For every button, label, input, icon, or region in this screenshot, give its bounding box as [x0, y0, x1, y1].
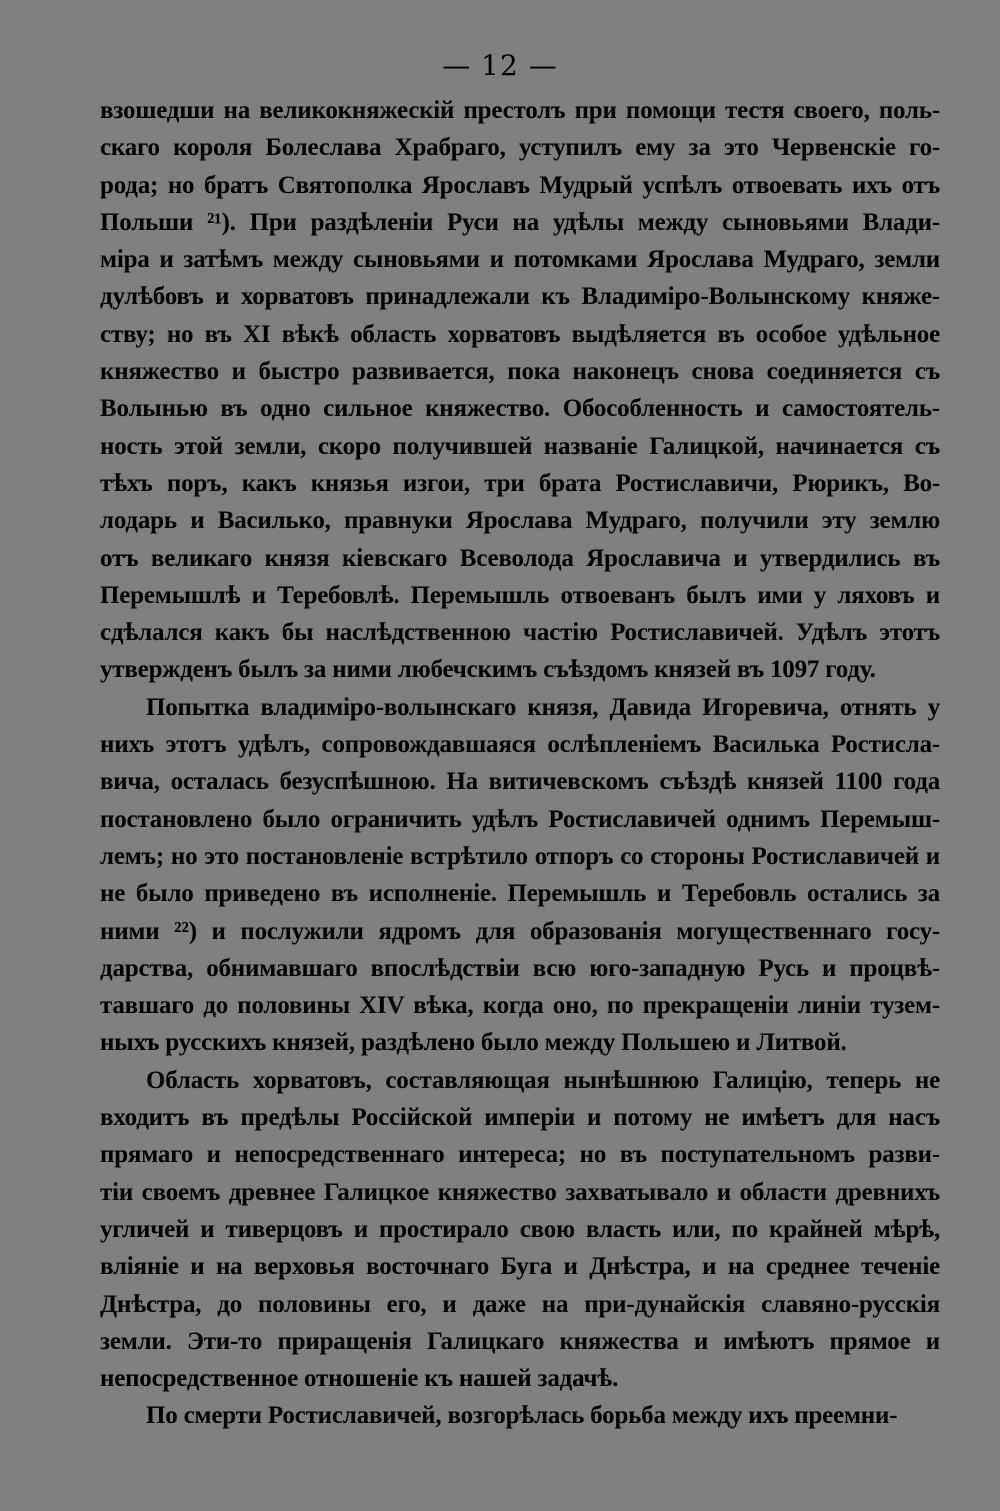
text-line: сдѣлался какъ бы наслѣдственною частію Ростиславичей. Удѣлъ этотъ [100, 619, 940, 647]
text-line: лемъ; но это постановленіе встрѣтило отпоръ со стороны Ростиславичей и [100, 842, 940, 870]
text-line: княжество и быстро развивается, пока наконецъ снова соединяется съ [100, 358, 940, 386]
text-line: постановлено было ограничить удѣлъ Ростиславичей однимъ Перемыш- [100, 805, 940, 833]
text-line: взошедши на великокняжескій престолъ при помощи тестя своего, поль- [100, 97, 940, 124]
text-line: нихъ этотъ удѣлъ, сопровождавшаяся ослѣпленіемъ Василька Ростисла- [100, 731, 940, 759]
text-line: входитъ въ предѣлы Россійской имперіи и потому не имѣетъ для насъ [100, 1104, 940, 1132]
paragraph [100, 92, 940, 689]
text-line: Область хорватовъ, составляющая нынѣшнюю Галицію, теперь не [146, 1066, 940, 1094]
text-line: дулѣбовъ и хорватовъ принадлежали къ Владиміро-Волынскому княже- [100, 283, 940, 311]
paragraph [100, 689, 940, 1062]
text-line: тіи своемъ древнее Галицкое княжество захватывало и области древнихъ [100, 1178, 940, 1206]
text-line: тѣхъ поръ, какъ князья изгои, три брата Ростиславичи, Рюрикъ, Во- [100, 469, 940, 497]
text-line: Польши ²¹). При раздѣленіи Руси на удѣлы между сыновьями Влади- [100, 208, 940, 236]
text-line: ству; но въ XI вѣкѣ область хорватовъ выдѣляется въ особое удѣльное [100, 320, 940, 348]
text-line: тавшаго до половины XIV вѣка, когда оно, по прекращеніи линіи тузем- [100, 992, 940, 1020]
text-line: угличей и тиверцовъ и простирало свою власть или, по крайней мѣрѣ, [100, 1215, 940, 1243]
text-line: дарства, обнимавшаго впослѣдствіи всю юго-западную Русь и процвѣ- [100, 954, 940, 982]
text-line: непосредственное отношеніе къ нашей задачѣ. [100, 1365, 619, 1393]
text-line: міра и затѣмъ между сыновьями и потомками Ярослава Мудраго, земли [100, 246, 940, 274]
text-line: отъ великаго князя кіевскаго Всеволода Ярославича и утвердились въ [100, 544, 940, 572]
text-line: вича, осталась безуспѣшною. На витичевскомъ съѣздѣ князей 1100 года [100, 768, 940, 796]
text-line: скаго короля Болеслава Храбраго, уступилъ ему за это Червенскіе го- [100, 134, 940, 162]
text-line: Волынью въ одно сильное княжество. Обособленность и самостоятель- [100, 395, 940, 423]
text-line: ныхъ русскихъ князей, раздѣлено было между Польшею и Литвой. [100, 1029, 847, 1057]
text-line: прямаго и непосредственнаго интереса; но въ поступательномъ разви- [100, 1141, 940, 1169]
paragraph [100, 1062, 940, 1398]
text-line: земли. Эти-то приращенія Галицкаго княжества и имѣютъ прямое и [100, 1327, 940, 1355]
text-line: утвержденъ былъ за ними любечскимъ съѣздомъ князей въ 1097 году. [100, 656, 876, 684]
text-line: лодарь и Василько, правнуки Ярослава Мудраго, получили эту землю [100, 507, 940, 535]
text-line: вліяніе и на верховья восточнаго Буга и Днѣстра, и на среднее теченіе [100, 1253, 940, 1281]
text-line: рода; но братъ Святополка Ярославъ Мудрый успѣлъ отвоевать ихъ отъ [100, 171, 940, 199]
text-line: не было приведено въ исполненіе. Перемышль и Теребовль остались за [100, 880, 940, 908]
paragraph [100, 1397, 940, 1434]
text-line: По смерти Ростиславичей, возгорѣлась борьба между ихъ преемни- [146, 1402, 898, 1430]
text-line: Перемышлѣ и Теребовлѣ. Перемышль отвоеванъ былъ ими у ляховъ и [100, 581, 940, 609]
page-number: — 12 — [442, 49, 558, 82]
body-text [100, 92, 940, 1435]
text-line: Днѣстра, до половины его, и даже на при-дунайскія славяно-русскія [100, 1290, 940, 1318]
text-line: Попытка владиміро-волынскаго князя, Давида Игоревича, отнять у [146, 693, 940, 721]
text-line: ними ²²) и послужили ядромъ для образованія могущественнаго госу- [100, 917, 940, 945]
text-line: ность этой земли, скоро получившей названіе Галицкой, начинается съ [100, 432, 940, 460]
